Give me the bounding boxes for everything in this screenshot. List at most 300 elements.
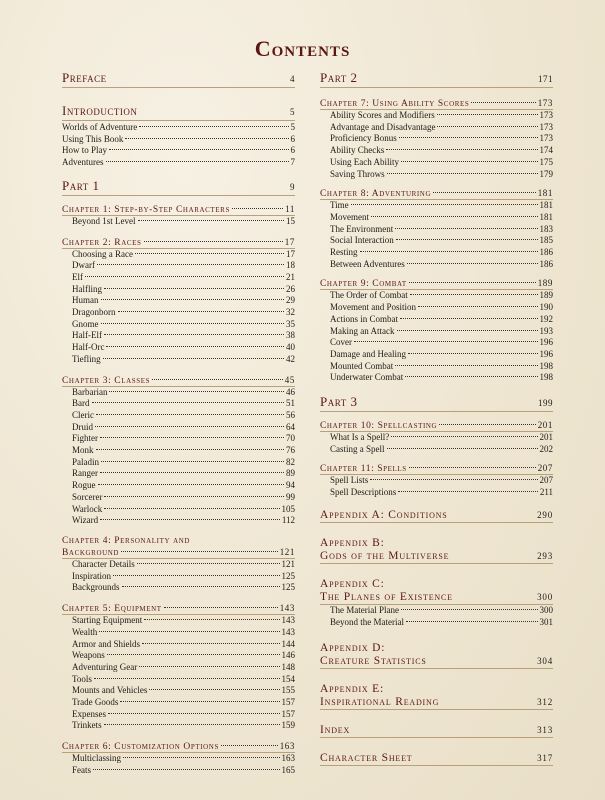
toc-entry[interactable] — [320, 432, 553, 444]
toc-entry-page: 300 — [539, 604, 553, 615]
toc-entry[interactable] — [62, 468, 295, 480]
toc-entry-label: Rogue — [72, 480, 96, 491]
toc-character-sheet-page: 317 — [537, 753, 553, 764]
toc-entry-label: Elf — [72, 271, 83, 282]
toc-chapter-11-leader — [409, 467, 536, 468]
toc-entry-page: 144 — [281, 638, 295, 649]
toc-entry-page: 174 — [539, 145, 553, 156]
toc-entry-label: Ability Checks — [330, 145, 385, 156]
toc-chapter-6-leader — [221, 745, 278, 746]
toc-entry-label: Human — [72, 295, 99, 306]
toc-entry-page: 175 — [539, 156, 553, 167]
toc-entry-label: Spell Lists — [330, 475, 369, 486]
toc-part-1-label: Part 1 — [62, 177, 100, 193]
toc-entry-leader — [144, 619, 279, 620]
toc-chapter-2-leader — [144, 241, 283, 242]
toc-entry-page: 32 — [286, 307, 295, 318]
toc-chapter-4-line1: Chapter 4: Personality and — [62, 535, 191, 546]
toc-entry[interactable] — [320, 487, 553, 499]
toc-entry-leader — [95, 426, 284, 427]
toc-entry[interactable] — [62, 433, 295, 445]
toc-entry[interactable] — [320, 302, 553, 314]
toc-chapter-11[interactable] — [320, 463, 553, 475]
toc-introduction[interactable] — [62, 103, 295, 121]
toc-chapter-3[interactable] — [62, 375, 295, 387]
toc-entry-leader — [113, 575, 280, 576]
toc-entry[interactable] — [320, 259, 553, 271]
toc-entry-page: 76 — [286, 445, 295, 456]
toc-entry[interactable] — [320, 247, 553, 259]
toc-entry-label: Social Interaction — [330, 235, 394, 246]
toc-entry-label: Halfling — [72, 283, 102, 294]
toc-entry-label: Warlock — [72, 503, 103, 514]
toc-chapter-4-line2-row — [62, 547, 295, 559]
toc-entry[interactable] — [62, 216, 295, 228]
toc-entry-leader — [96, 414, 284, 415]
toc-entry-page: 301 — [539, 616, 553, 627]
toc-entry[interactable] — [62, 319, 295, 331]
toc-entry-label: Feats — [72, 764, 91, 775]
toc-entry-page: 186 — [539, 258, 553, 269]
toc-entry-leader — [106, 346, 284, 347]
toc-entry-leader — [391, 436, 537, 437]
toc-entry[interactable] — [320, 326, 553, 338]
toc-entry[interactable] — [320, 224, 553, 236]
toc-entry-label: Starting Equipment — [72, 615, 143, 626]
toc-entry-page: 64 — [286, 421, 295, 432]
toc-part-3[interactable] — [320, 394, 553, 412]
toc-entry-label: Armor and Shields — [72, 638, 140, 649]
toc-part-2-page: 171 — [538, 74, 553, 84]
toc-entry-page: 94 — [286, 480, 295, 491]
toc-entry-page: 163 — [281, 753, 295, 764]
toc-chapter-5-page: 143 — [279, 603, 295, 614]
toc-appendix-b[interactable] — [320, 537, 553, 564]
toc-entry[interactable] — [320, 361, 553, 373]
toc-entry-label: Making an Attack — [330, 325, 395, 336]
toc-entry-label: Underwater Combat — [330, 372, 404, 383]
toc-entry-page: 7 — [290, 157, 295, 168]
toc-entry[interactable] — [320, 349, 553, 361]
toc-part-2-label: Part 2 — [320, 70, 358, 85]
toc-entry[interactable] — [62, 639, 295, 651]
toc-entry[interactable] — [320, 444, 553, 456]
toc-chapter-7-label: Chapter 7: Using Ability Scores — [320, 99, 470, 109]
toc-entry-page: 6 — [290, 145, 295, 156]
toc-entry-page: 42 — [286, 353, 295, 364]
toc-entry-label: Time — [330, 200, 349, 211]
toc-chapter-5-label: Chapter 5: Equipment — [62, 604, 162, 615]
toc-entry-page: 183 — [539, 223, 553, 234]
toc-entry[interactable] — [62, 422, 295, 434]
toc-entry[interactable] — [62, 480, 295, 492]
toc-entry[interactable] — [62, 398, 295, 410]
toc-chapter-8-leader — [433, 192, 536, 193]
toc-entry-leader — [142, 643, 280, 644]
toc-entry-page: 21 — [286, 271, 295, 282]
toc-entry-leader — [122, 586, 280, 587]
toc-appendix-c[interactable] — [320, 578, 553, 605]
toc-chapter-5[interactable] — [62, 603, 295, 615]
toc-entry-label: Cleric — [72, 409, 94, 420]
toc-entry-leader — [138, 220, 285, 221]
toc-entry[interactable] — [62, 134, 295, 146]
toc-entry-label: Trade Goods — [72, 697, 119, 708]
toc-entry-page: 192 — [539, 313, 553, 324]
toc-appendix-e-page: 312 — [537, 697, 553, 708]
toc-entry-page: 193 — [539, 325, 553, 336]
toc-appendix-c-line1: Appendix C: — [320, 577, 385, 590]
toc-appendix-d-line2-row — [320, 655, 553, 669]
toc-entry[interactable] — [62, 492, 295, 504]
toc-entry[interactable] — [320, 235, 553, 247]
toc-entry-label: Dwarf — [72, 260, 95, 271]
toc-entry[interactable] — [62, 709, 295, 721]
toc-chapter-1[interactable] — [62, 204, 295, 216]
toc-appendix-b-line2: Gods of the Multiverse — [320, 549, 450, 562]
toc-entry-leader — [104, 496, 284, 497]
toc-chapter-2-page: 17 — [284, 236, 295, 247]
toc-entry[interactable] — [320, 314, 553, 326]
toc-chapter-8-label: Chapter 8: Adventuring — [320, 189, 432, 200]
toc-entry-label: Using This Book — [62, 133, 124, 144]
toc-entry-page: 5 — [290, 122, 295, 132]
toc-entry-leader — [386, 149, 537, 150]
toc-entry-label: The Material Plane — [330, 604, 399, 615]
toc-entry-leader — [437, 114, 538, 115]
toc-entry[interactable] — [62, 457, 295, 469]
toc-chapter-9-label: Chapter 9: Combat — [320, 279, 407, 290]
toc-introduction-page: 5 — [290, 107, 295, 117]
toc-entry-page: 35 — [286, 318, 295, 329]
toc-entry-label: Expenses — [72, 708, 106, 719]
toc-entry-label: Movement and Position — [330, 302, 416, 313]
toc-entry[interactable] — [62, 295, 295, 307]
toc-entry-label: Worlds of Adventure — [62, 122, 138, 132]
toc-entry[interactable] — [320, 605, 553, 617]
toc-chapter-8[interactable] — [320, 188, 553, 200]
toc-entry-page: 17 — [286, 248, 295, 259]
toc-preface-label: Preface — [62, 70, 107, 85]
toc-entry-leader — [118, 311, 285, 312]
toc-entry-page: 40 — [286, 342, 295, 353]
toc-entry[interactable] — [62, 260, 295, 272]
toc-entry[interactable] — [320, 337, 553, 349]
toc-entry[interactable] — [62, 674, 295, 686]
toc-entry-leader — [395, 365, 537, 366]
toc-entry-leader — [94, 678, 280, 679]
toc-entry-leader — [109, 391, 284, 392]
toc-appendix-d-line1: Appendix D: — [320, 642, 386, 655]
toc-entry[interactable] — [320, 372, 553, 384]
toc-entry[interactable] — [62, 582, 295, 594]
toc-entry-page: 143 — [281, 615, 295, 626]
toc-entry-label: Movement — [330, 211, 369, 222]
toc-entry-leader — [360, 251, 538, 252]
toc-entry[interactable] — [320, 212, 553, 224]
toc-entry-leader — [354, 341, 538, 342]
toc-entry-leader — [85, 276, 284, 277]
toc-entry-label: Dragonborn — [72, 307, 116, 318]
toc-entry-leader — [100, 437, 284, 438]
toc-entry-leader — [101, 461, 284, 462]
toc-appendix-e-line2-row — [320, 696, 553, 710]
toc-entry-label: Adventuring Gear — [72, 661, 138, 672]
toc-entry-page: 148 — [281, 661, 295, 672]
toc-entry-label: Multiclassing — [72, 753, 121, 764]
toc-entry[interactable] — [62, 515, 295, 527]
toc-index[interactable] — [320, 724, 553, 738]
toc-appendix-c-page: 300 — [537, 591, 553, 602]
toc-entry-label: Barbarian — [72, 386, 108, 397]
toc-entry-leader — [120, 701, 279, 702]
toc-entry[interactable] — [62, 307, 295, 319]
toc-entry[interactable] — [62, 504, 295, 516]
toc-entry[interactable] — [62, 387, 295, 399]
toc-appendix-a-page: 290 — [537, 509, 553, 520]
toc-entry-page: 198 — [539, 372, 553, 383]
toc-chapter-1-leader — [232, 208, 283, 209]
toc-chapter-4-leader — [121, 551, 278, 552]
toc-entry[interactable] — [62, 410, 295, 422]
toc-entry[interactable] — [62, 627, 295, 639]
toc-entry-leader — [387, 173, 538, 174]
toc-entry-label: Druid — [72, 421, 93, 432]
toc-entry-page: 105 — [281, 503, 295, 514]
toc-left-column — [62, 70, 295, 777]
toc-entry[interactable] — [320, 145, 553, 157]
toc-entry-leader — [103, 358, 284, 359]
toc-entry-page: 207 — [539, 475, 553, 486]
toc-appendix-a-label: Appendix A: Conditions — [320, 508, 448, 521]
toc-entry-label: Damage and Healing — [330, 348, 406, 359]
toc-entry[interactable] — [62, 330, 295, 342]
toc-entry-leader — [135, 253, 284, 254]
toc-chapter-1-label: Chapter 1: Step-by-Step Characters — [62, 204, 230, 215]
toc-preface[interactable] — [62, 70, 295, 88]
toc-entry-page: 196 — [539, 337, 553, 348]
toc-entry-page: 186 — [539, 247, 553, 258]
toc-right-column — [320, 70, 553, 766]
toc-entry-page: 15 — [286, 215, 295, 226]
toc-entry-leader — [149, 689, 279, 690]
toc-entry-leader — [405, 376, 537, 377]
toc-entry-leader — [96, 449, 284, 450]
toc-chapter-4[interactable] — [62, 536, 295, 559]
toc-entry[interactable] — [62, 559, 295, 571]
toc-entry-page: 173 — [539, 110, 553, 120]
toc-entry[interactable] — [62, 354, 295, 366]
toc-entry-leader — [104, 334, 284, 335]
toc-entry[interactable] — [62, 249, 295, 261]
toc-entry[interactable] — [62, 697, 295, 709]
toc-chapter-7-page: 173 — [537, 98, 553, 108]
toc-part-2[interactable] — [320, 70, 553, 88]
toc-entry-page: 89 — [286, 468, 295, 479]
toc-chapter-7-leader — [471, 102, 535, 103]
toc-entry-leader — [107, 654, 280, 655]
toc-entry[interactable] — [320, 133, 553, 145]
toc-entry-label: Mounts and Vehicles — [72, 685, 148, 696]
toc-entry-leader — [387, 448, 538, 449]
toc-entry[interactable] — [320, 200, 553, 212]
toc-entry[interactable] — [62, 650, 295, 662]
toc-entry[interactable] — [62, 753, 295, 765]
toc-entry[interactable] — [62, 685, 295, 697]
toc-entry[interactable] — [62, 145, 295, 157]
toc-entry-leader — [125, 138, 288, 139]
toc-entry-leader — [104, 508, 279, 509]
toc-entry-leader — [408, 353, 538, 354]
toc-entry-label: How to Play — [62, 145, 107, 156]
toc-entry-label: Character Details — [72, 558, 135, 569]
toc-entry-label: The Order of Combat — [330, 290, 408, 301]
toc-entry[interactable] — [320, 110, 553, 122]
toc-appendix-a[interactable] — [320, 509, 553, 523]
toc-entry[interactable] — [62, 571, 295, 583]
toc-entry-page: 181 — [539, 200, 553, 211]
toc-entry-label: Inspiration — [72, 570, 111, 581]
toc-character-sheet[interactable] — [320, 752, 553, 766]
toc-entry-label: Spell Descriptions — [330, 487, 397, 498]
toc-entry-leader — [98, 484, 285, 485]
toc-entry-page: 185 — [539, 235, 553, 246]
toc-entry-leader — [401, 161, 538, 162]
toc-entry-label: Bard — [72, 398, 90, 409]
toc-entry-page: 190 — [539, 302, 553, 313]
toc-entry-label: Sorcerer — [72, 491, 103, 502]
toc-entry[interactable] — [62, 157, 295, 169]
toc-entry-label: Tiefling — [72, 353, 101, 364]
toc-entry[interactable] — [62, 122, 295, 134]
toc-chapter-10-leader — [439, 424, 535, 425]
toc-appendix-e[interactable] — [320, 683, 553, 710]
toc-appendix-b-line2-row — [320, 550, 553, 564]
toc-part-1[interactable] — [62, 178, 295, 196]
toc-entry-label: Monk — [72, 445, 94, 456]
toc-entry-page: 211 — [539, 487, 553, 498]
toc-entry-page: 181 — [539, 211, 553, 222]
toc-entry-label: Wealth — [72, 626, 98, 637]
toc-entry-page: 143 — [281, 626, 295, 637]
toc-entry-page: 82 — [286, 456, 295, 467]
toc-preface-page: 4 — [290, 74, 295, 84]
toc-entry[interactable] — [62, 662, 295, 674]
toc-entry[interactable] — [320, 122, 553, 134]
toc-chapter-10-label: Chapter 10: Spellcasting — [320, 421, 438, 432]
toc-entry-page: 189 — [539, 290, 553, 301]
toc-entry-leader — [100, 519, 280, 520]
toc-entry-label: Wizard — [72, 515, 99, 526]
toc-entry-label: What Is a Spell? — [330, 432, 390, 443]
toc-chapter-6[interactable] — [62, 741, 295, 753]
toc-entry-leader — [399, 137, 538, 138]
toc-introduction-label: Introduction — [62, 103, 138, 118]
toc-appendix-d[interactable] — [320, 642, 553, 669]
toc-entry-label: Fighter — [72, 433, 98, 444]
toc-entry-leader — [97, 264, 284, 265]
toc-entry-label: Proficiency Bonus — [330, 133, 397, 144]
toc-chapter-7[interactable] — [320, 98, 553, 110]
toc-part-3-page: 199 — [538, 398, 553, 409]
toc-chapter-9[interactable] — [320, 278, 553, 290]
toc-index-label: Index — [320, 724, 351, 737]
toc-entry-label: Between Adventures — [330, 258, 405, 269]
toc-appendix-d-page: 304 — [537, 656, 553, 667]
toc-part-3-label: Part 3 — [320, 394, 358, 410]
toc-entry-leader — [108, 713, 280, 714]
toc-entry-page: 18 — [286, 260, 295, 271]
toc-entry[interactable] — [62, 342, 295, 354]
toc-entry[interactable] — [62, 272, 295, 284]
toc-appendix-e-line1: Appendix E: — [320, 683, 384, 696]
toc-entry-leader — [99, 631, 279, 632]
toc-chapter-8-page: 181 — [537, 188, 553, 199]
toc-entry-leader — [106, 161, 289, 162]
toc-entry[interactable] — [62, 720, 295, 732]
toc-appendix-b-line1: Appendix B: — [320, 536, 385, 549]
toc-entry-page: 46 — [286, 386, 295, 397]
toc-entry-leader — [93, 769, 280, 770]
toc-chapter-10[interactable] — [320, 420, 553, 432]
toc-part-1-page: 9 — [290, 181, 295, 192]
toc-entry-label: Casting a Spell — [330, 443, 385, 454]
toc-entry-label: Adventures — [62, 157, 104, 168]
toc-appendix-d-line2: Creature Statistics — [320, 655, 427, 668]
toc-entry[interactable] — [320, 617, 553, 629]
toc-entry[interactable] — [320, 475, 553, 487]
toc-entry-page: 201 — [539, 432, 553, 443]
toc-entry-leader — [407, 263, 538, 264]
toc-entry-page: 179 — [539, 168, 553, 179]
toc-entry-page: 146 — [281, 650, 295, 661]
toc-entry-page: 26 — [286, 283, 295, 294]
toc-chapter-10-page: 201 — [537, 420, 553, 431]
toc-entry[interactable] — [320, 169, 553, 181]
toc-entry-leader — [401, 609, 538, 610]
toc-entry-label: Tools — [72, 673, 92, 684]
toc-entry[interactable] — [62, 615, 295, 627]
toc-entry-label: Using Each Ability — [330, 156, 399, 167]
toc-entry-label: Choosing a Race — [72, 248, 133, 259]
toc-chapter-11-page: 207 — [537, 463, 553, 474]
toc-entry-label: Ability Scores and Modifiers — [330, 110, 435, 120]
toc-entry-label: Cover — [330, 337, 352, 348]
toc-chapter-2[interactable] — [62, 237, 295, 249]
toc-entry[interactable] — [62, 284, 295, 296]
toc-entry-page: 29 — [286, 295, 295, 306]
toc-entry-page: 56 — [286, 409, 295, 420]
toc-entry[interactable] — [320, 157, 553, 169]
toc-appendix-c-line2: The Planes of Existence — [320, 590, 453, 603]
toc-entry-leader — [109, 149, 289, 150]
toc-entry-leader — [101, 323, 285, 324]
toc-entry[interactable] — [62, 765, 295, 777]
toc-chapter-3-label: Chapter 3: Classes — [62, 375, 151, 386]
toc-entry-label: Mounted Combat — [330, 360, 394, 371]
toc-entry-page: 198 — [539, 360, 553, 371]
toc-entry-leader — [437, 126, 537, 127]
toc-entry[interactable] — [62, 445, 295, 457]
toc-chapter-9-page: 189 — [537, 278, 553, 289]
toc-entry-label: Backgrounds — [72, 582, 120, 593]
toc-entry-leader — [137, 563, 280, 564]
toc-entry-label: Actions in Combat — [330, 313, 398, 324]
toc-entry[interactable] — [320, 290, 553, 302]
toc-entry-leader — [395, 228, 537, 229]
toc-entry-leader — [400, 318, 538, 319]
toc-entry-leader — [396, 239, 538, 240]
